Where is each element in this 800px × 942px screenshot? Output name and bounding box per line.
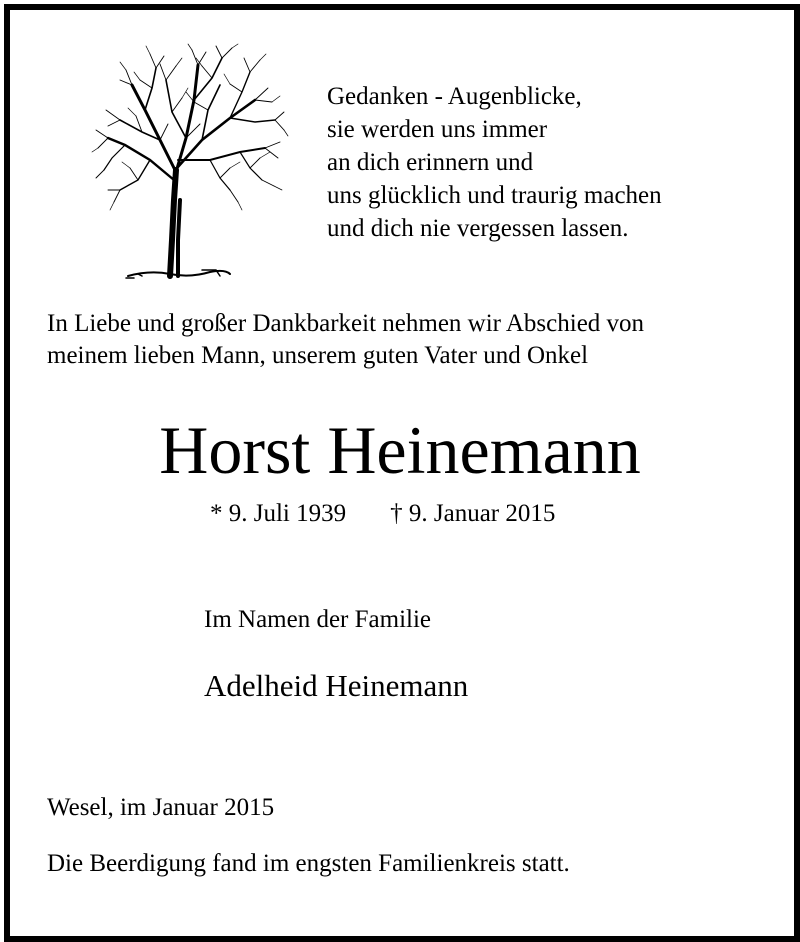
death-date: † 9. Januar 2015	[390, 500, 556, 527]
family-line: Im Namen der Familie	[204, 606, 432, 633]
intro-line: meinem lieben Mann, unserem guten Vater und Onkel	[47, 342, 589, 369]
poem-line: uns glücklich und traurig machen	[327, 182, 662, 209]
life-dates	[210, 498, 555, 530]
poem-line: sie werden uns immer	[327, 116, 548, 143]
intro-line: In Liebe und großer Dankbarkeit nehmen wir Abschied von	[47, 310, 645, 337]
funeral-note: Die Beerdigung fand im engsten Familienkreis statt.	[47, 850, 570, 877]
poem-line: Gedanken - Augenblicke,	[327, 83, 582, 110]
poem-line: und dich nie vergessen lassen.	[327, 215, 629, 242]
memorial-poem	[327, 80, 662, 245]
farewell-intro	[47, 308, 644, 372]
bare-tree-icon	[90, 40, 290, 290]
place-and-date: Wesel, im Januar 2015	[47, 794, 275, 821]
deceased-name: Horst Heinemann	[159, 412, 641, 488]
birth-date: * 9. Juli 1939	[210, 500, 347, 527]
signer-name: Adelheid Heinemann	[204, 668, 469, 703]
poem-line: an dich erinnern und	[327, 149, 534, 176]
